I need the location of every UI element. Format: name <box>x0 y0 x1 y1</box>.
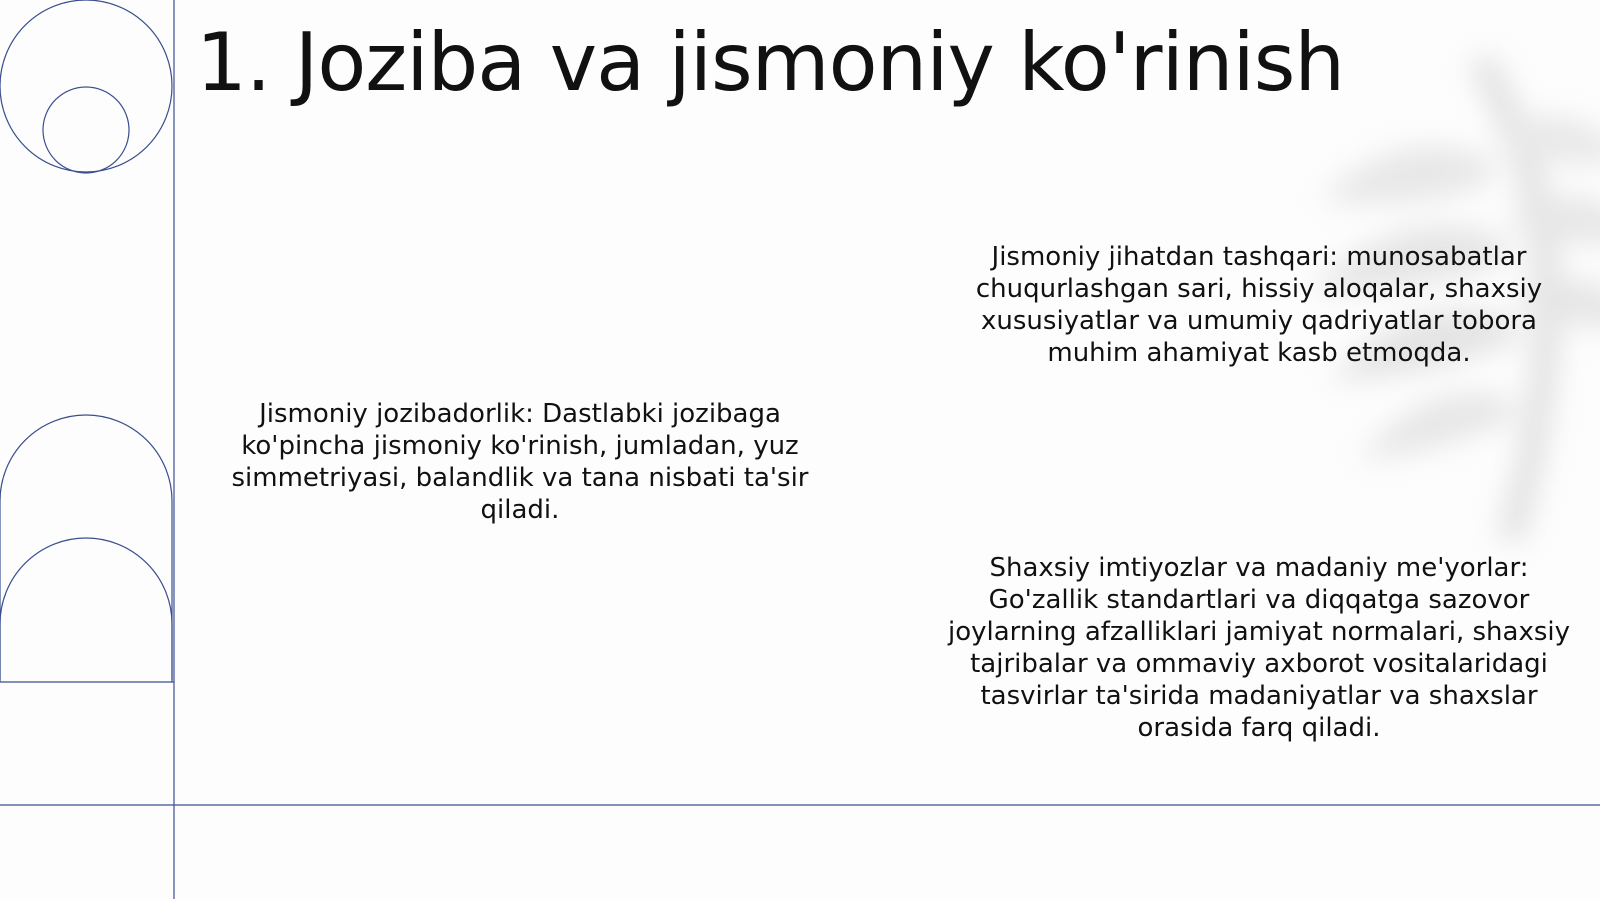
slide-title: 1. Joziba va jismoniy ko'rinish <box>196 16 1345 109</box>
personal-preferences-text: Shaxsiy imtiyozlar va madaniy me'yorlar: Go'zallik standartlari va diqqatga sazovor joylarning afzalliklari jamiyat normalari, shaxsiy tajribalar va ommaviy axborot vositalaridagi tasvirlar ta'sirida madaniyatlar va shaxslar orasida farq qiladi. <box>947 553 1571 743</box>
large-circle-outline <box>0 0 172 172</box>
lower-arch-outline <box>0 538 172 682</box>
physical-attractiveness-text: Jismoniy jozibadorlik: Dastlabki jozibaga ko'pincha jismoniy ko'rinish, jumladan, yuz simmetriyasi, balandlik va tana nisbati ta'sir qiladi. <box>231 399 809 525</box>
upper-arch-outline <box>0 415 172 680</box>
small-circle-outline <box>43 87 129 173</box>
beyond-physical-text: Jismoniy jihatdan tashqari: munosabatlar chuqurlashgan sari, hissiy aloqalar, shaxsiy xususiyatlar va umumiy qadriyatlar tobora muhim ahamiyat kasb etmoqda. <box>975 242 1543 368</box>
